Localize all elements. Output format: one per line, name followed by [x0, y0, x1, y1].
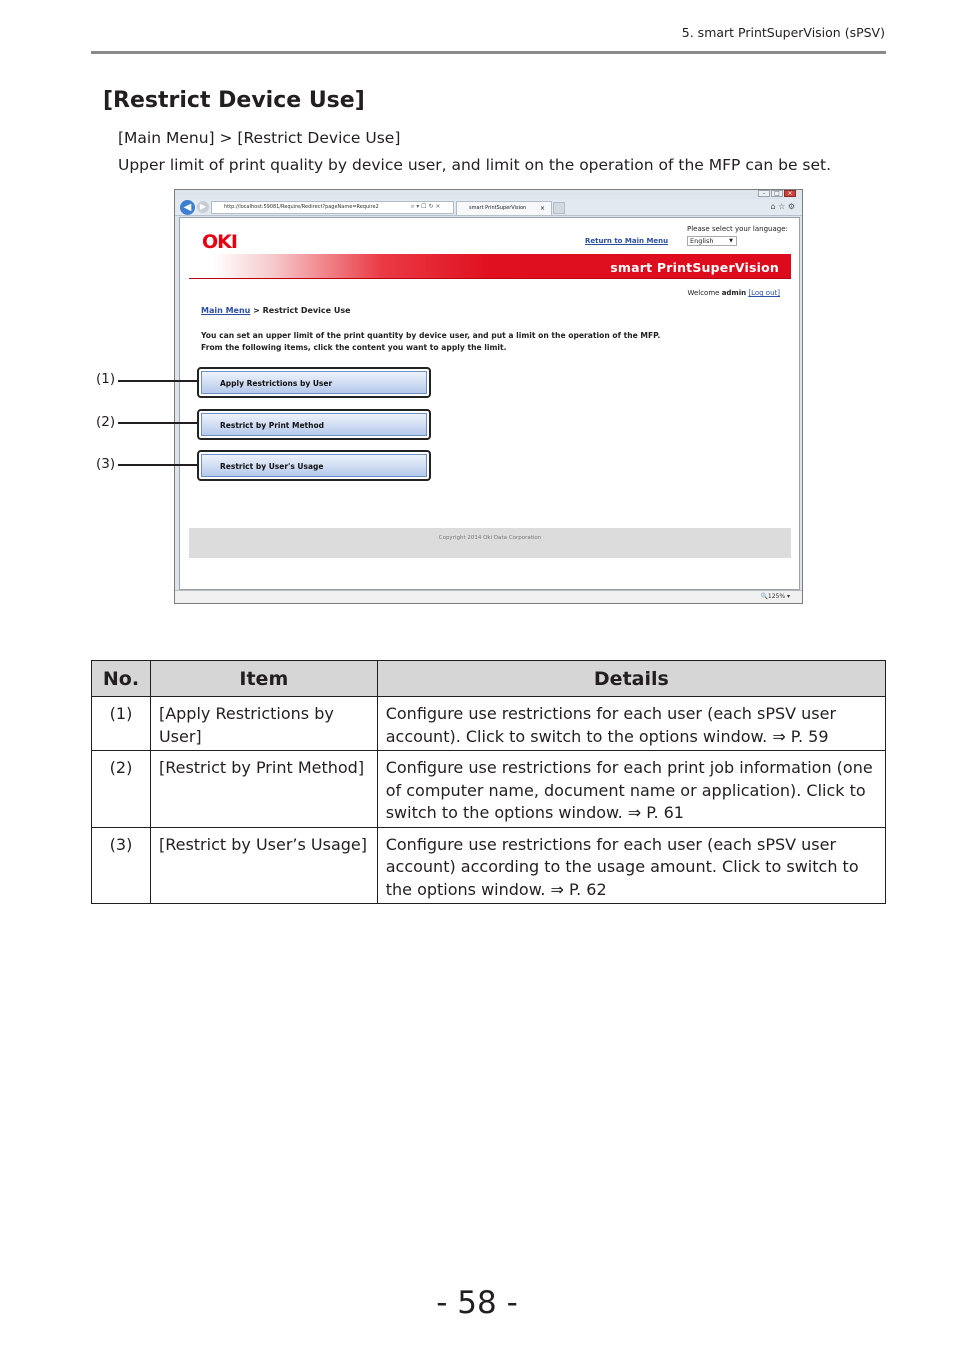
menu-path: [Main Menu] > [Restrict Device Use] — [118, 129, 401, 147]
language-select[interactable] — [687, 236, 737, 246]
column-header-no: No. — [92, 661, 151, 697]
callout-line-2 — [118, 422, 197, 424]
page-description-line-1: You can set an upper limit of the print quantity by device user, and put a limit on the operation of the MFP. — [201, 331, 661, 340]
language-label: Please select your language: — [687, 225, 788, 233]
callout-label-1: (1) — [96, 371, 116, 387]
forward-arrow-icon[interactable]: ▶ — [197, 201, 209, 213]
column-header-item: Item — [150, 661, 377, 697]
window-controls — [757, 190, 796, 197]
apply-restrictions-by-user-label: Apply Restrictions by User — [201, 371, 427, 394]
running-header: 5. smart PrintSuperVision (sPSV) — [681, 25, 885, 40]
row-item: [Restrict by User’s Usage] — [150, 827, 377, 904]
language-value: English — [690, 237, 714, 245]
zoom-control[interactable]: 🔍125% ▾ — [760, 593, 790, 600]
return-to-main-menu-link[interactable]: Return to Main Menu — [585, 237, 669, 245]
table-header-row — [92, 661, 886, 697]
breadcrumb-current: > Restrict Device Use — [250, 306, 351, 315]
browser-tab-title: smart PrintSuperVision — [469, 205, 527, 211]
restrict-by-print-method-button[interactable] — [197, 409, 431, 440]
web-page — [179, 217, 800, 590]
new-tab-button[interactable] — [553, 202, 565, 214]
column-header-details: Details — [377, 661, 885, 697]
row-no: (1) — [92, 697, 151, 751]
callout-line-1 — [118, 380, 197, 382]
table-row — [92, 697, 886, 751]
oki-logo: OKI — [202, 231, 237, 253]
address-bar-row — [175, 199, 802, 216]
restrict-by-print-method-label: Restrict by Print Method — [201, 413, 427, 436]
row-no: (2) — [92, 751, 151, 828]
brand-title: smart PrintSuperVision — [610, 260, 779, 275]
callout-label-3: (3) — [96, 456, 116, 472]
apply-restrictions-by-user-button[interactable] — [197, 367, 431, 398]
address-tools-icon[interactable]: ⌕ ▾ ☐ ↻ × — [411, 203, 441, 210]
browser-tools-icon[interactable]: ⌂ ☆ ⚙ — [770, 202, 795, 211]
close-icon[interactable]: × — [784, 190, 796, 197]
welcome-prefix: Welcome — [687, 289, 722, 297]
reference-table — [91, 660, 886, 904]
maximize-icon[interactable]: □ — [771, 190, 783, 197]
header-rule — [91, 51, 886, 54]
logout-link[interactable]: [Log out] — [748, 289, 780, 297]
row-details: Configure use restrictions for each user (each sPSV user account) according to the usage amount. Click to switch to the options window. ⇒ P. 62 — [377, 827, 885, 904]
minimize-icon[interactable]: – — [758, 190, 770, 197]
welcome-text — [687, 289, 780, 297]
row-item: [Apply Restrictions by User] — [150, 697, 377, 751]
intro-text: Upper limit of print quality by device user, and limit on the operation of the MFP can be set. — [118, 156, 832, 174]
address-input[interactable]: http://localhost:59081/Require/Redirect?pageName=Require2 — [211, 201, 454, 214]
row-details: Configure use restrictions for each user (each sPSV user account). Click to switch to the options window. ⇒ P. 59 — [377, 697, 885, 751]
copyright-footer: Copyright 2014 Oki Data Corporation — [189, 528, 791, 558]
page-breadcrumb — [201, 306, 351, 315]
row-details: Configure use restrictions for each print job information (one of computer name, document name or application). Click to switch to the options window. ⇒ P. 61 — [377, 751, 885, 828]
restrict-by-users-usage-label: Restrict by User's Usage — [201, 454, 427, 477]
page-description-line-2: From the following items, click the content you want to apply the limit. — [201, 343, 507, 352]
table-row — [92, 827, 886, 904]
tab-close-icon[interactable]: × — [539, 205, 545, 212]
chevron-down-icon: ▼ — [729, 238, 733, 244]
callout-line-3 — [118, 464, 197, 466]
restrict-by-users-usage-button[interactable] — [197, 450, 431, 481]
breadcrumb-main-menu-link[interactable]: Main Menu — [201, 306, 251, 315]
page-number: - 58 - — [436, 1285, 518, 1321]
section-title: [Restrict Device Use] — [103, 88, 365, 113]
browser-tab[interactable] — [456, 201, 552, 215]
brand-banner — [189, 254, 791, 279]
welcome-user: admin — [721, 289, 747, 297]
table-row — [92, 751, 886, 828]
row-item: [Restrict by Print Method] — [150, 751, 377, 828]
browser-screenshot — [174, 189, 803, 604]
back-arrow-icon[interactable]: ◀ — [180, 200, 195, 215]
row-no: (3) — [92, 827, 151, 904]
window-title-strip — [175, 190, 802, 198]
page-description — [201, 330, 791, 354]
status-bar — [175, 590, 802, 604]
callout-label-2: (2) — [96, 414, 116, 430]
